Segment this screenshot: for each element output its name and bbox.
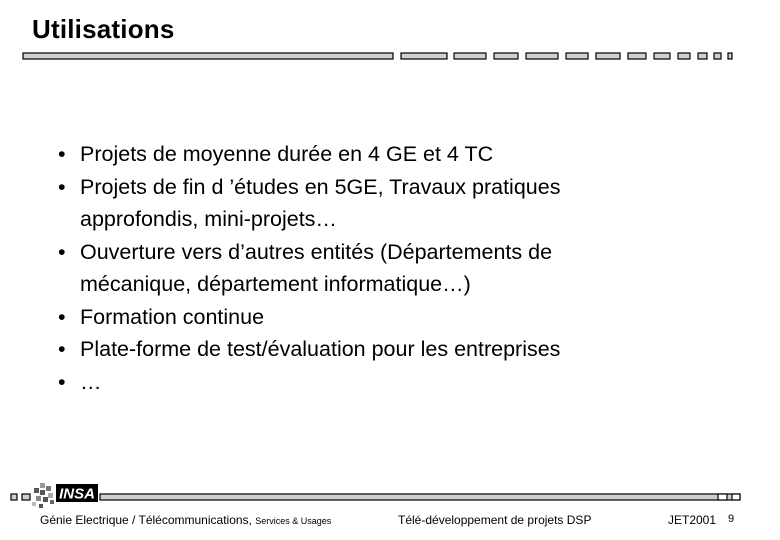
bullet-list <box>58 138 658 398</box>
footer-event: JET2001 <box>668 513 717 527</box>
insa-logo-text: INSA <box>59 485 95 503</box>
bullet-dot: • <box>58 369 66 394</box>
bullet-item <box>58 366 658 399</box>
bullet-item <box>58 138 658 171</box>
bullet-item <box>58 171 658 236</box>
bullet-dot: • <box>58 142 66 166</box>
footer-department: Génie Electrique / Télécommunications, <box>40 513 256 527</box>
bullet-item <box>58 333 658 366</box>
bullet-dot: • <box>58 304 66 329</box>
bullet-dot: • <box>58 337 66 361</box>
bullet-dot: • <box>58 239 66 264</box>
bullet-text: Projets de fin d ’études en 5GE, Travaux pratiques approfondis, mini-projets… <box>80 174 561 231</box>
bullet-item <box>58 236 658 301</box>
bullet-dot: • <box>58 174 66 199</box>
bullet-text: Plate-forme de test/évaluation pour les entreprises <box>80 337 561 361</box>
bullet-text: Formation continue <box>80 304 265 329</box>
bullet-item <box>58 301 658 334</box>
title-underline <box>22 50 742 64</box>
footer-left <box>40 513 331 527</box>
page-number: 9 <box>728 513 735 525</box>
footer-rule-and-logo <box>10 480 745 514</box>
footer-center: Télé-développement de projets DSP <box>398 513 592 527</box>
footer-services: Services & Usages <box>255 516 332 526</box>
bullet-text: Projets de moyenne durée en 4 GE et 4 TC <box>80 142 494 166</box>
bullet-text: … <box>80 369 102 394</box>
slide-title: Utilisations <box>32 14 175 44</box>
bullet-text: Ouverture vers d’autres entités (Départements de mécanique, département informatique…) <box>80 239 553 296</box>
insa-logo-icon <box>32 483 54 508</box>
